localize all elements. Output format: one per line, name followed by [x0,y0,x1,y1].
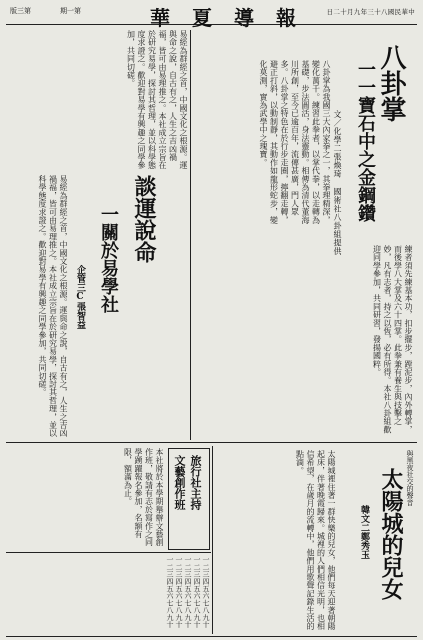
notice-body: 本社將於本學期舉辦文藝創作班，敬請有志於寫作之同學踴躍報名參加，名額有限，額滿為止。 [123,448,164,547]
yi-byline: 企管三C張智益 [75,265,85,329]
notice-box [168,448,210,550]
sun-byline: 韓文二鄭秀玉 [359,505,369,559]
issue-label: 期一第 [60,7,81,15]
main-body-lower: 練者須先練基本功，扣步擺步，蹚泥步，內外轉掌，而後學八大掌及六十四掌。此拳兼有養生與技擊之妙，凡有志者，持之以恆，必有所得。本社八卦組歡迎同學參加，共同研習，發揚國粹。 [372,245,413,434]
yi-body-lower: 易經為群經之首，中國文化之根源。運與命之說，自古有之，人生之吉凶禍福，皆可由易理推之。本社成立宗旨在於研究易學，探討其哲理，並以科學態度求證之。歡迎對易學有興趣之同學參加，共同切磋。 [38,175,68,438]
masthead: 華夏導報 [150,6,318,30]
main-body-upper: 八卦掌為我國三大內家拳之一，其拳理精深，變化萬千。練習此拳者，以掌代拳，以走轉為基礎，步法圓活，身法靈動。相傳為清代董海川所創，至今已逾百年，流傳甚廣，門人眾多。八卦掌之特色在於行步走圈，擰翻走轉，避正打斜，以動制靜，其動作如龍形蛇步，變化莫測，實為武學中之瑰寶。 [259,60,331,224]
sun-kicker: 與黑夜社交的聲音 [406,450,414,506]
table-rule [6,552,211,553]
main-title-line1: 八卦掌 [376,44,406,122]
main-byline: 文／化學二張煥琦 國術社八卦組提供 [333,110,342,256]
notice-title2: 文藝創作班 [173,455,186,510]
small-table: 一二三四五六七八九十一二三四五六七八九十 一二三四五六七八九十一二三四五六七八九十 一二三四五六七八九十 [166,556,210,628]
middle-rule [6,442,417,443]
sun-rule [212,446,213,634]
notice-title: 旅行社主持 [189,455,202,510]
sun-title: 太陽城的兒女 [378,468,404,600]
sun-body: 太陽城裡住著一群快樂的兒女，他們每天迎著朝陽起床，伴著晚霞歸來。城裡的人們相信光明，也相信希望，在歲月的流轉中，他們用歌聲記錄生活的點滴。 [295,450,336,631]
yi-title: 談運說命 [131,175,157,263]
bottom-rule [6,636,417,637]
yi-subtitle: 一關於易學社 [98,205,119,313]
yi-body-upper: 易經為群經之首，中國文化之根源。運與命之說，自古有之，人生之吉凶禍福，皆可由易理推之。本社成立宗旨在於研究易學，探討其哲理，並以科學態度求證之。歡迎對易學有興趣之同學參加，共同切磋。 [126,30,188,170]
page-label: 版三第 [10,7,31,15]
date-line: 日二十月九年三十八國民華中 [326,8,415,16]
main-title-line2: 一一寶石中之金鋼鑽 [355,60,376,222]
column-rule [190,30,191,440]
